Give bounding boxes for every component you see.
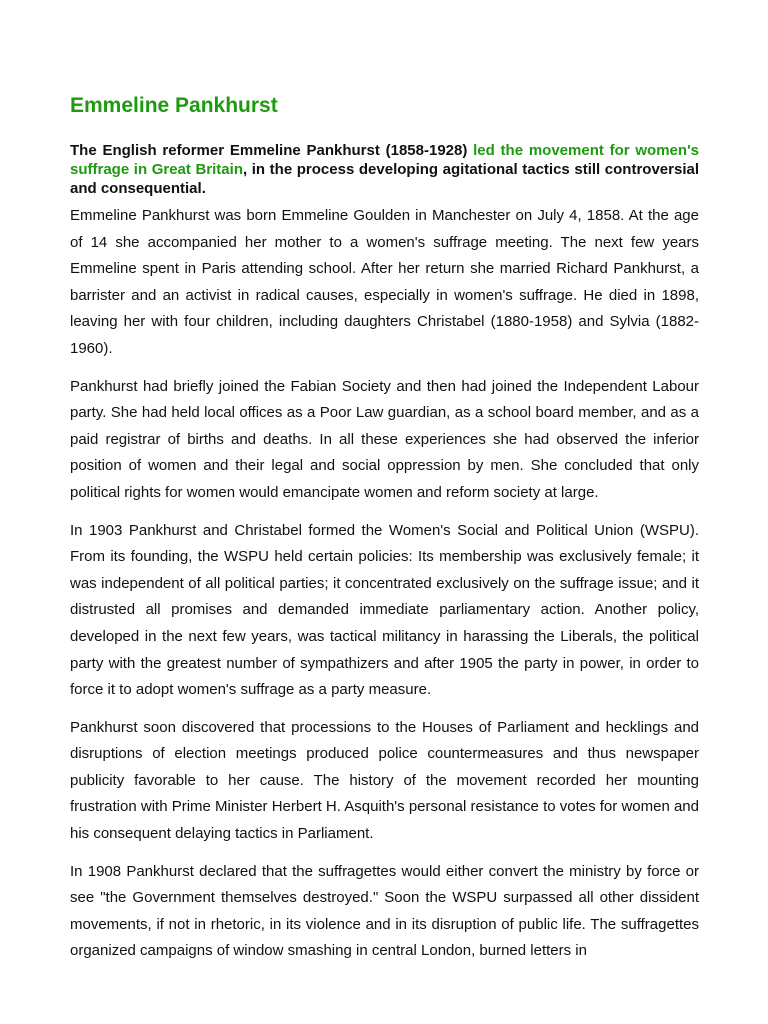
lead-text-end: , in the process developing agitational tactics still controversial and consequential. — [70, 161, 700, 197]
body-paragraph-4: Pankhurst soon discovered that processions to the Houses of Parliament and hecklings and disruptions of election meetings produced police countermeasures and thus newspaper publicity favorable to her cause. The history of the movement recorded her mounting frustration with Prime Minister Herbert H. Asquith's personal resistance to votes for women and his consequent delaying tactics in Parliament. — [70, 718, 699, 843]
lead-highlight: led the movement for women's suffrage in Great Britain — [70, 142, 699, 178]
body-paragraph-1: Emmeline Pankhurst was born Emmeline Goulden in Manchester on July 4, 1858. At the age of 14 she accompanied her mother to a women's suffrage meeting. The next few years Emmeline spent in Paris attending school. After her return she married Richard Pankhurst, a barrister and an activist in radical causes, especially in women's suffrage. He died in 1898, leaving her with four children, including daughters Christabel (1880-1958) and Sylvia (1882-1960). — [70, 207, 699, 357]
lead-text-start: The English reformer Emmeline Pankhurst (1858-1928) — [70, 142, 474, 159]
document-page — [70, 92, 699, 976]
document-title: Emmeline Pankhurst — [70, 94, 278, 117]
body-paragraph-2: Pankhurst had briefly joined the Fabian Society and then had joined the Independent Labour party. She had held local offices as a Poor Law guardian, as a school board member, and as a paid registrar of births and deaths. In all these experiences she had observed the inferior position of women and their legal and social oppression by men. She concluded that only political rights for women would emancipate women and reform society at large. — [70, 377, 699, 501]
lead-paragraph — [70, 141, 699, 198]
body-paragraph-3: In 1903 Pankhurst and Christabel formed the Women's Social and Political Union (WSPU). From its founding, the WSPU held certain policies: Its membership was exclusively female; it was independent of all political parties; it concentrated exclusively on the suffrage issue; and it distrusted all promises and demanded immediate parliamentary action. Another policy, developed in the next few years, was tactical militancy in harassing the Liberals, the political party with the greatest number of sympathizers and after 1905 the party in power, in order to force it to adopt women's suffrage as a party measure. — [70, 521, 699, 699]
body-paragraph-5: In 1908 Pankhurst declared that the suffragettes would either convert the ministry by force or see "the Government themselves destroyed." Soon the WSPU surpassed all other dissident movements, if not in rhetoric, in its violence and in its disruption of public life. The suffragettes organized campaigns of window smashing in central London, burned letters in — [70, 862, 699, 960]
